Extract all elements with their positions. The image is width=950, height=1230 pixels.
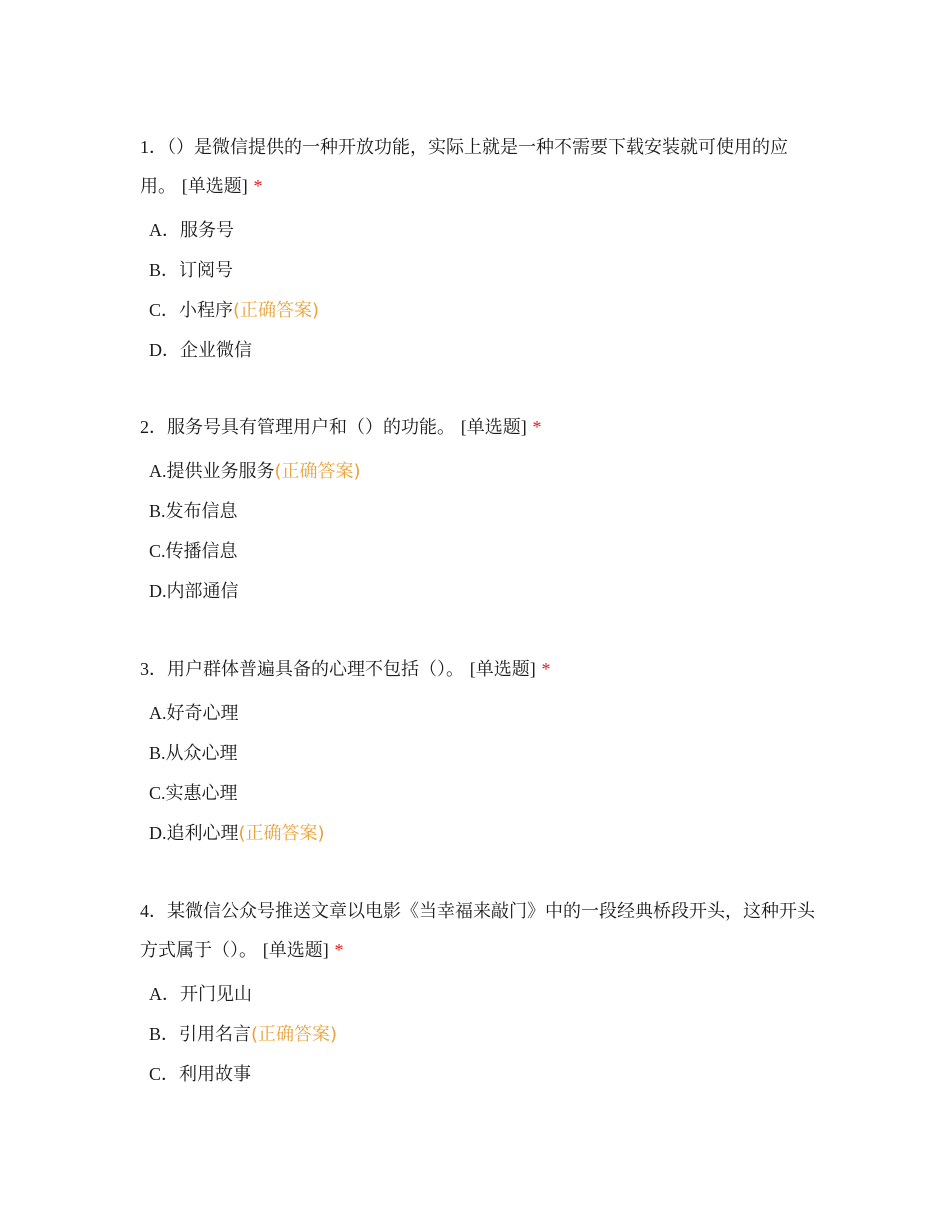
question-body: 服务号具有管理用户和（）的功能。 xyxy=(167,417,455,438)
option-text: 追利心理 xyxy=(166,823,239,844)
option-letter: D. xyxy=(149,823,167,843)
option-list xyxy=(140,978,820,1098)
option-letter: B． xyxy=(149,1024,180,1044)
question-2 xyxy=(140,408,820,615)
option-a[interactable] xyxy=(149,978,820,1018)
option-text: 内部通信 xyxy=(166,581,239,602)
option-text: 提供业务服务 xyxy=(166,461,275,482)
option-letter: B. xyxy=(149,501,166,521)
option-d[interactable] xyxy=(149,334,820,374)
option-a[interactable] xyxy=(149,214,820,254)
question-text xyxy=(140,892,820,970)
option-letter: B. xyxy=(149,743,166,763)
option-list xyxy=(140,697,820,857)
question-body: 用户群体普遍具备的心理不包括（）。 xyxy=(167,659,464,680)
required-mark: * xyxy=(253,176,263,196)
question-type-label: [单选题] xyxy=(469,659,536,679)
option-d[interactable] xyxy=(149,817,820,857)
required-mark: * xyxy=(532,417,542,437)
question-type-label: [单选题] xyxy=(181,176,248,196)
question-text xyxy=(140,650,820,689)
option-text: 传播信息 xyxy=(165,541,238,562)
option-letter: A． xyxy=(149,984,180,1004)
option-list xyxy=(140,214,820,374)
option-letter: A. xyxy=(149,461,167,481)
question-1 xyxy=(140,128,820,374)
option-b[interactable] xyxy=(149,254,820,294)
option-text: 好奇心理 xyxy=(166,703,239,724)
option-text: 实惠心理 xyxy=(165,783,238,804)
option-letter: D. xyxy=(149,581,167,601)
option-b[interactable] xyxy=(149,737,820,777)
option-c[interactable] xyxy=(149,294,820,334)
question-3 xyxy=(140,650,820,857)
question-text xyxy=(140,128,820,206)
option-letter: C． xyxy=(149,300,180,320)
correct-answer-label: (正确答案) xyxy=(233,300,320,321)
option-letter: A． xyxy=(149,220,180,240)
question-4 xyxy=(140,892,820,1098)
option-c[interactable] xyxy=(149,535,820,575)
option-b[interactable] xyxy=(149,1018,820,1058)
question-number: 1． xyxy=(140,137,167,157)
option-text: 小程序 xyxy=(179,300,234,321)
option-text: 从众心理 xyxy=(165,743,238,764)
option-a[interactable] xyxy=(149,455,820,495)
question-body: （）是微信提供的一种开放功能，实际上就是一种不需要下载安装就可使用的应用。 xyxy=(140,137,788,197)
option-letter: C. xyxy=(149,783,166,803)
question-type-label: [单选题] xyxy=(460,417,527,437)
option-letter: C. xyxy=(149,541,166,561)
option-letter: B． xyxy=(149,260,180,280)
option-c[interactable] xyxy=(149,1058,820,1098)
correct-answer-label: (正确答案) xyxy=(274,461,361,482)
required-mark: * xyxy=(334,940,344,960)
correct-answer-label: (正确答案) xyxy=(238,823,325,844)
question-number: 3． xyxy=(140,659,167,679)
option-a[interactable] xyxy=(149,697,820,737)
option-d[interactable] xyxy=(149,575,820,615)
correct-answer-label: (正确答案) xyxy=(251,1024,338,1045)
question-number: 4． xyxy=(140,901,167,921)
option-letter: D． xyxy=(149,340,180,360)
option-c[interactable] xyxy=(149,777,820,817)
option-letter: C． xyxy=(149,1064,180,1084)
option-text: 发布信息 xyxy=(165,501,238,522)
question-type-label: [单选题] xyxy=(262,940,329,960)
question-body: 某微信公众号推送文章以电影《当幸福来敲门》中的一段经典桥段开头，这种开头方式属于（）。 xyxy=(140,901,815,961)
option-letter: A. xyxy=(149,703,167,723)
option-text: 利用故事 xyxy=(179,1064,252,1085)
question-number: 2． xyxy=(140,417,167,437)
option-text: 企业微信 xyxy=(180,340,252,361)
option-list xyxy=(140,455,820,615)
option-text: 服务号 xyxy=(180,220,234,241)
question-text xyxy=(140,408,820,447)
option-text: 引用名言 xyxy=(179,1024,252,1045)
option-text: 订阅号 xyxy=(179,260,234,281)
required-mark: * xyxy=(541,659,551,679)
option-b[interactable] xyxy=(149,495,820,535)
option-text: 开门见山 xyxy=(180,984,252,1005)
